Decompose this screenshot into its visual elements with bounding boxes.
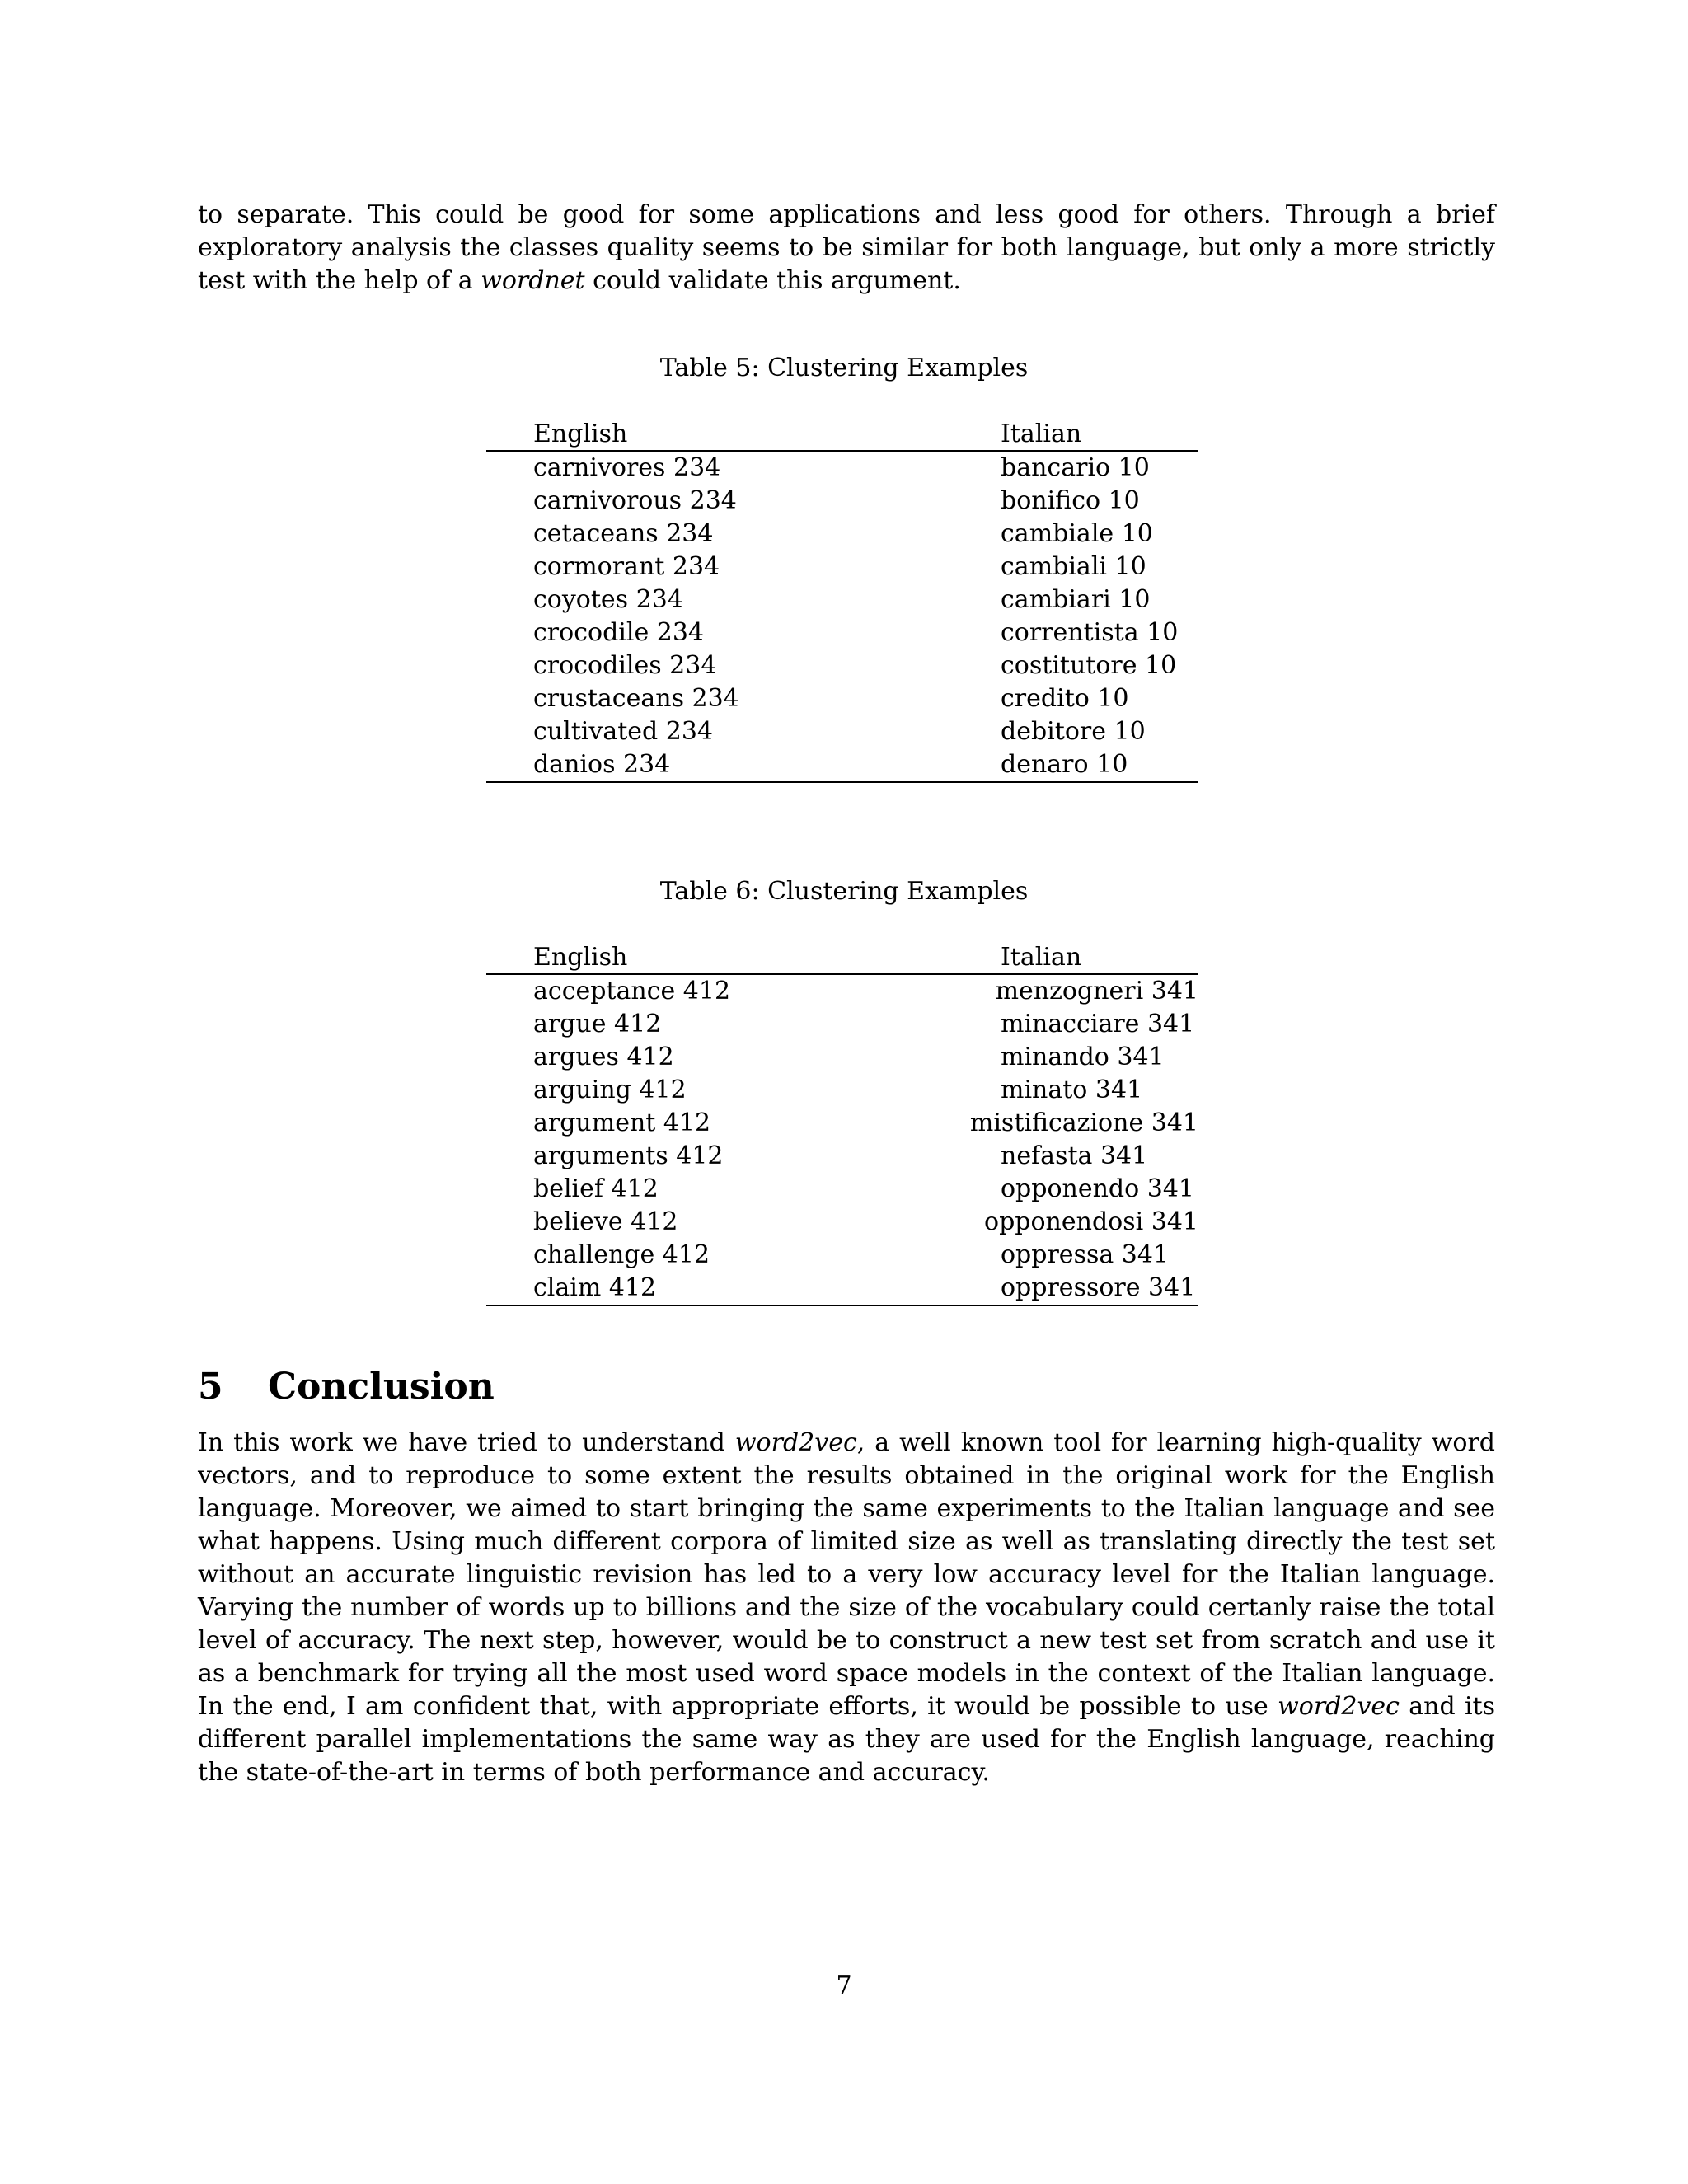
italian-cell: bancario 10 xyxy=(1001,453,1150,482)
italian-cell: cambiari 10 xyxy=(1001,585,1151,614)
english-cell: crustaceans 234 xyxy=(533,684,739,713)
english-cell: carnivorous 234 xyxy=(533,486,737,515)
table-row xyxy=(486,682,1198,715)
intro-text-2: could validate this argument. xyxy=(584,266,961,295)
conclusion-text-2: , a well known tool for learning high-quality word vectors, and to reproduce to some extent the results obtained in the original work for the English language. Moreover, we aimed to start bringing the same experiments to the Italian language and see what happens. Using much different corpora of limited size as well as translating directly the test set without an accurate linguistic revision has led to a very low accuracy level for the Italian language. Varying the number of words up to billions and the size of the vocabulary could certanly raise the total level of accuracy. The next step, however, would be to construct a new test set from scratch and use it as a benchmark for trying all the most used word space models in the context of the Italian language. In the end, I am confident that, with appropriate efforts, it would be possible to use xyxy=(198,1428,1495,1721)
conclusion-italic-word2vec-2: word2vec xyxy=(1278,1692,1400,1721)
table-row xyxy=(486,1272,1198,1305)
table-row xyxy=(486,452,1198,485)
italian-cell: cambiale 10 xyxy=(1001,519,1153,548)
table-row xyxy=(486,1173,1198,1206)
italian-cell: bonifico 10 xyxy=(1001,486,1140,515)
header-italian: Italian xyxy=(1001,419,1082,448)
english-cell: cetaceans 234 xyxy=(533,519,714,548)
conclusion-paragraph xyxy=(198,1427,1495,1789)
table-row xyxy=(486,1041,1198,1074)
table-row xyxy=(486,1140,1198,1173)
italian-cell: opponendosi 341 xyxy=(984,1207,1198,1236)
english-cell: crocodile 234 xyxy=(533,618,705,647)
table-row xyxy=(486,975,1198,1008)
table-row xyxy=(486,748,1198,781)
english-cell: coyotes 234 xyxy=(533,585,683,614)
italian-cell: minacciare 341 xyxy=(1001,1010,1195,1038)
table-row xyxy=(486,1074,1198,1107)
section-number: 5 xyxy=(198,1366,223,1408)
english-cell: cultivated 234 xyxy=(533,717,714,746)
table-row xyxy=(486,715,1198,748)
table-6-caption: Table 6: Clustering Examples xyxy=(659,877,1029,906)
table-row xyxy=(486,1008,1198,1041)
english-cell: argue 412 xyxy=(533,1010,662,1038)
english-cell: challenge 412 xyxy=(533,1240,710,1269)
italian-cell: debitore 10 xyxy=(1001,717,1146,746)
english-cell: argues 412 xyxy=(533,1043,674,1071)
italian-cell: oppressa 341 xyxy=(1001,1240,1170,1269)
table-header-row xyxy=(486,941,1198,975)
italian-cell: oppressore 341 xyxy=(1001,1273,1196,1302)
english-cell: argument 412 xyxy=(533,1108,711,1137)
table-row xyxy=(486,616,1198,649)
table-5 xyxy=(486,418,1198,783)
italian-cell: nefasta 341 xyxy=(1001,1141,1148,1170)
table-5-caption: Table 5: Clustering Examples xyxy=(659,354,1029,382)
english-cell: carnivores 234 xyxy=(533,453,721,482)
italian-cell: costitutore 10 xyxy=(1001,651,1177,680)
page-number: 7 xyxy=(836,1971,852,2000)
english-cell: acceptance 412 xyxy=(533,977,731,1005)
table-row xyxy=(486,1239,1198,1272)
italian-cell: denaro 10 xyxy=(1001,750,1128,779)
italian-cell: credito 10 xyxy=(1001,684,1129,713)
table-row xyxy=(486,551,1198,583)
table-row xyxy=(486,649,1198,682)
table-row xyxy=(486,1107,1198,1140)
english-cell: cormorant 234 xyxy=(533,552,720,581)
header-italian: Italian xyxy=(1001,943,1082,972)
english-cell: danios 234 xyxy=(533,750,671,779)
table-row xyxy=(486,485,1198,518)
table-row xyxy=(486,1206,1198,1239)
italian-cell: menzogneri 341 xyxy=(995,977,1198,1005)
italian-cell: mistificazione 341 xyxy=(969,1108,1198,1137)
english-cell: believe 412 xyxy=(533,1207,678,1236)
italian-cell: minato 341 xyxy=(1001,1076,1143,1104)
english-cell: claim 412 xyxy=(533,1273,657,1302)
intro-italic-wordnet: wordnet xyxy=(481,266,585,295)
header-english: English xyxy=(533,419,628,448)
table-row xyxy=(486,583,1198,616)
italian-cell: correntista 10 xyxy=(1001,618,1179,647)
italian-cell: minando 341 xyxy=(1001,1043,1165,1071)
table-6 xyxy=(486,941,1198,1306)
table-row xyxy=(486,518,1198,551)
intro-paragraph xyxy=(198,199,1495,298)
conclusion-italic-word2vec-1: word2vec xyxy=(734,1428,857,1457)
english-cell: crocodiles 234 xyxy=(533,651,717,680)
italian-cell: cambiali 10 xyxy=(1001,552,1146,581)
conclusion-text-1: In this work we have tried to understand xyxy=(198,1428,735,1457)
section-heading xyxy=(198,1364,495,1410)
section-title: Conclusion xyxy=(268,1366,495,1408)
english-cell: arguing 412 xyxy=(533,1076,687,1104)
english-cell: arguments 412 xyxy=(533,1141,724,1170)
conclusion-text-3: and its different parallel implementations the same way as they are used for the English language, reaching the state-of-the-art in terms of both performance and accuracy. xyxy=(198,1692,1496,1787)
header-english: English xyxy=(533,943,628,972)
italian-cell: opponendo 341 xyxy=(1001,1174,1194,1203)
english-cell: belief 412 xyxy=(533,1174,659,1203)
intro-text-1: to separate. This could be good for some applications and less good for others. Through a brief exploratory analysis the classes quality seems to be similar for both language, but only a more strictly test with the help of a xyxy=(198,200,1495,295)
table-header-row xyxy=(486,418,1198,452)
